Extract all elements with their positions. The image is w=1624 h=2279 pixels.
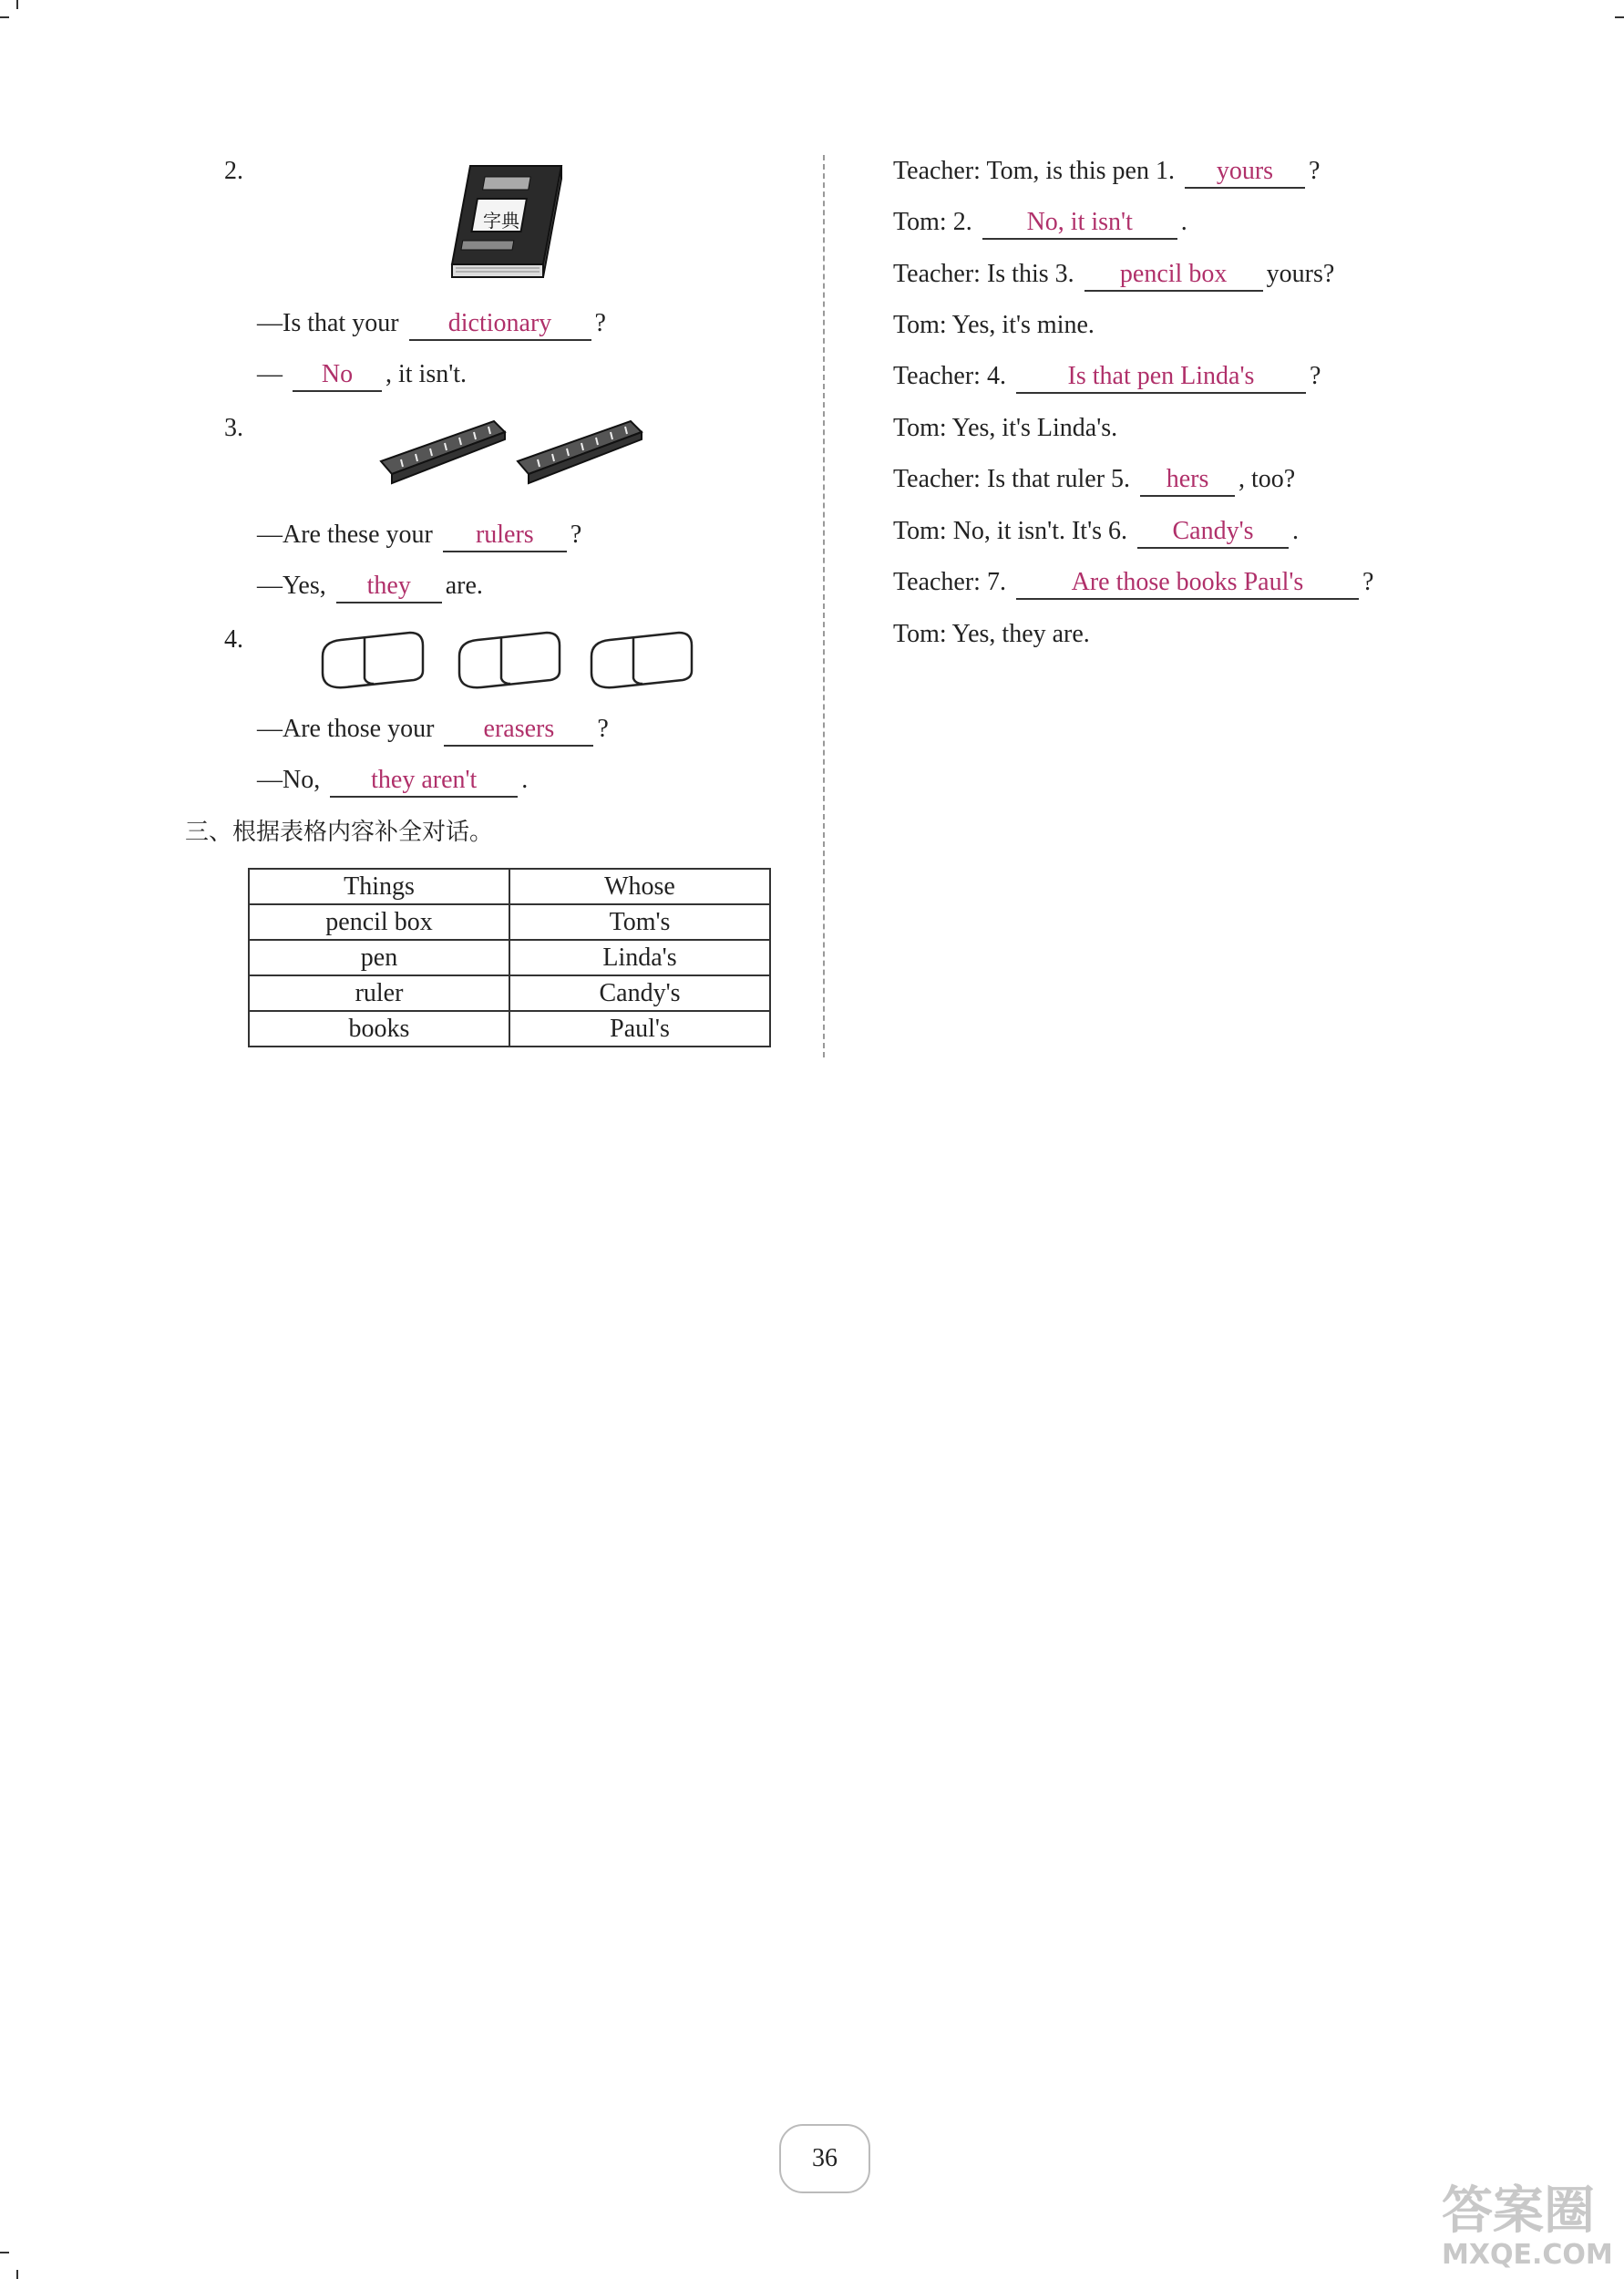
dialogue-line-2: Tom: 2. No, it isn't . bbox=[893, 204, 1187, 241]
answer-blank: Candy's bbox=[1137, 516, 1289, 549]
crop-mark-top-left-v bbox=[16, 0, 18, 9]
dialogue-line-7: Teacher: Is that ruler 5. hers , too? bbox=[893, 461, 1295, 498]
answer-blank: erasers bbox=[444, 714, 593, 747]
answer-blank: hers bbox=[1140, 464, 1235, 497]
column-divider bbox=[823, 155, 825, 1057]
answer-blank: rulers bbox=[443, 520, 567, 552]
dialogue-line-4: Tom: Yes, it's mine. bbox=[893, 311, 1095, 339]
answer-blank: they bbox=[336, 571, 442, 603]
crop-mark-top-left bbox=[0, 16, 9, 18]
question-number-4: 4. bbox=[224, 625, 243, 654]
dialogue-line-5: Teacher: 4. Is that pen Linda's ? bbox=[893, 358, 1321, 395]
table-cell: books bbox=[249, 1011, 509, 1047]
dialogue-line-10: Tom: Yes, they are. bbox=[893, 620, 1090, 648]
question-number-3: 3. bbox=[224, 414, 243, 442]
answer-blank: yours bbox=[1185, 156, 1305, 189]
dialogue-line-1: Teacher: Tom, is this pen 1. yours ? bbox=[893, 153, 1320, 190]
table-cell: pencil box bbox=[249, 904, 509, 940]
table-cell: Tom's bbox=[509, 904, 770, 940]
table-cell: ruler bbox=[249, 975, 509, 1011]
things-whose-table bbox=[248, 868, 771, 1047]
answer-blank: they aren't bbox=[330, 765, 518, 798]
question-number-2: 2. bbox=[224, 157, 243, 185]
dialogue-line-9: Teacher: 7. Are those books Paul's ? bbox=[893, 564, 1373, 601]
watermark-line-1: 答案圈 bbox=[1442, 2181, 1595, 2241]
table-cell: Linda's bbox=[509, 940, 770, 975]
q4-line-1: —Are those your erasers ? bbox=[257, 711, 609, 748]
q4-line-2: —No, they aren't . bbox=[257, 762, 528, 799]
dialogue-line-8: Tom: No, it isn't. It's 6. Candy's . bbox=[893, 513, 1299, 550]
crop-mark-bottom-left-v bbox=[16, 2270, 18, 2279]
table-header-row bbox=[249, 869, 770, 904]
table-cell: pen bbox=[249, 940, 509, 975]
answer-blank: Is that pen Linda's bbox=[1016, 361, 1306, 394]
table-cell: Candy's bbox=[509, 975, 770, 1011]
q2-line-1: —Is that your dictionary ? bbox=[257, 305, 606, 342]
table-header: Things bbox=[249, 869, 509, 904]
q2-line-2: — No , it isn't. bbox=[257, 356, 467, 393]
crop-mark-bottom-left bbox=[0, 2252, 9, 2253]
answer-blank: No, it isn't bbox=[982, 207, 1177, 240]
answer-blank: Are those books Paul's bbox=[1016, 567, 1359, 600]
table-row bbox=[249, 904, 770, 940]
answer-blank: No bbox=[293, 359, 382, 392]
table-header: Whose bbox=[509, 869, 770, 904]
erasers-illustration bbox=[313, 625, 696, 698]
table-row bbox=[249, 1011, 770, 1047]
q3-line-1: —Are these your rulers ? bbox=[257, 517, 581, 553]
page-number: 36 bbox=[779, 2124, 870, 2193]
table-cell: Paul's bbox=[509, 1011, 770, 1047]
crop-mark-top-right bbox=[1615, 16, 1624, 18]
rulers-illustration bbox=[377, 414, 651, 496]
table-row bbox=[249, 975, 770, 1011]
dialogue-line-6: Tom: Yes, it's Linda's. bbox=[893, 414, 1118, 442]
section-3-title: 三、根据表格内容补全对话。 bbox=[185, 819, 494, 846]
dictionary-label: 字典 bbox=[483, 210, 519, 232]
watermark bbox=[1442, 2181, 1613, 2272]
watermark-line-2: MXQE.COM bbox=[1442, 2239, 1613, 2271]
dialogue-line-3: Teacher: Is this 3. pencil box yours? bbox=[893, 256, 1334, 293]
dictionary-illustration bbox=[443, 157, 570, 284]
table-row bbox=[249, 940, 770, 975]
q3-line-2: —Yes, they are. bbox=[257, 568, 483, 604]
answer-blank: pencil box bbox=[1084, 259, 1263, 292]
answer-blank: dictionary bbox=[409, 308, 591, 341]
